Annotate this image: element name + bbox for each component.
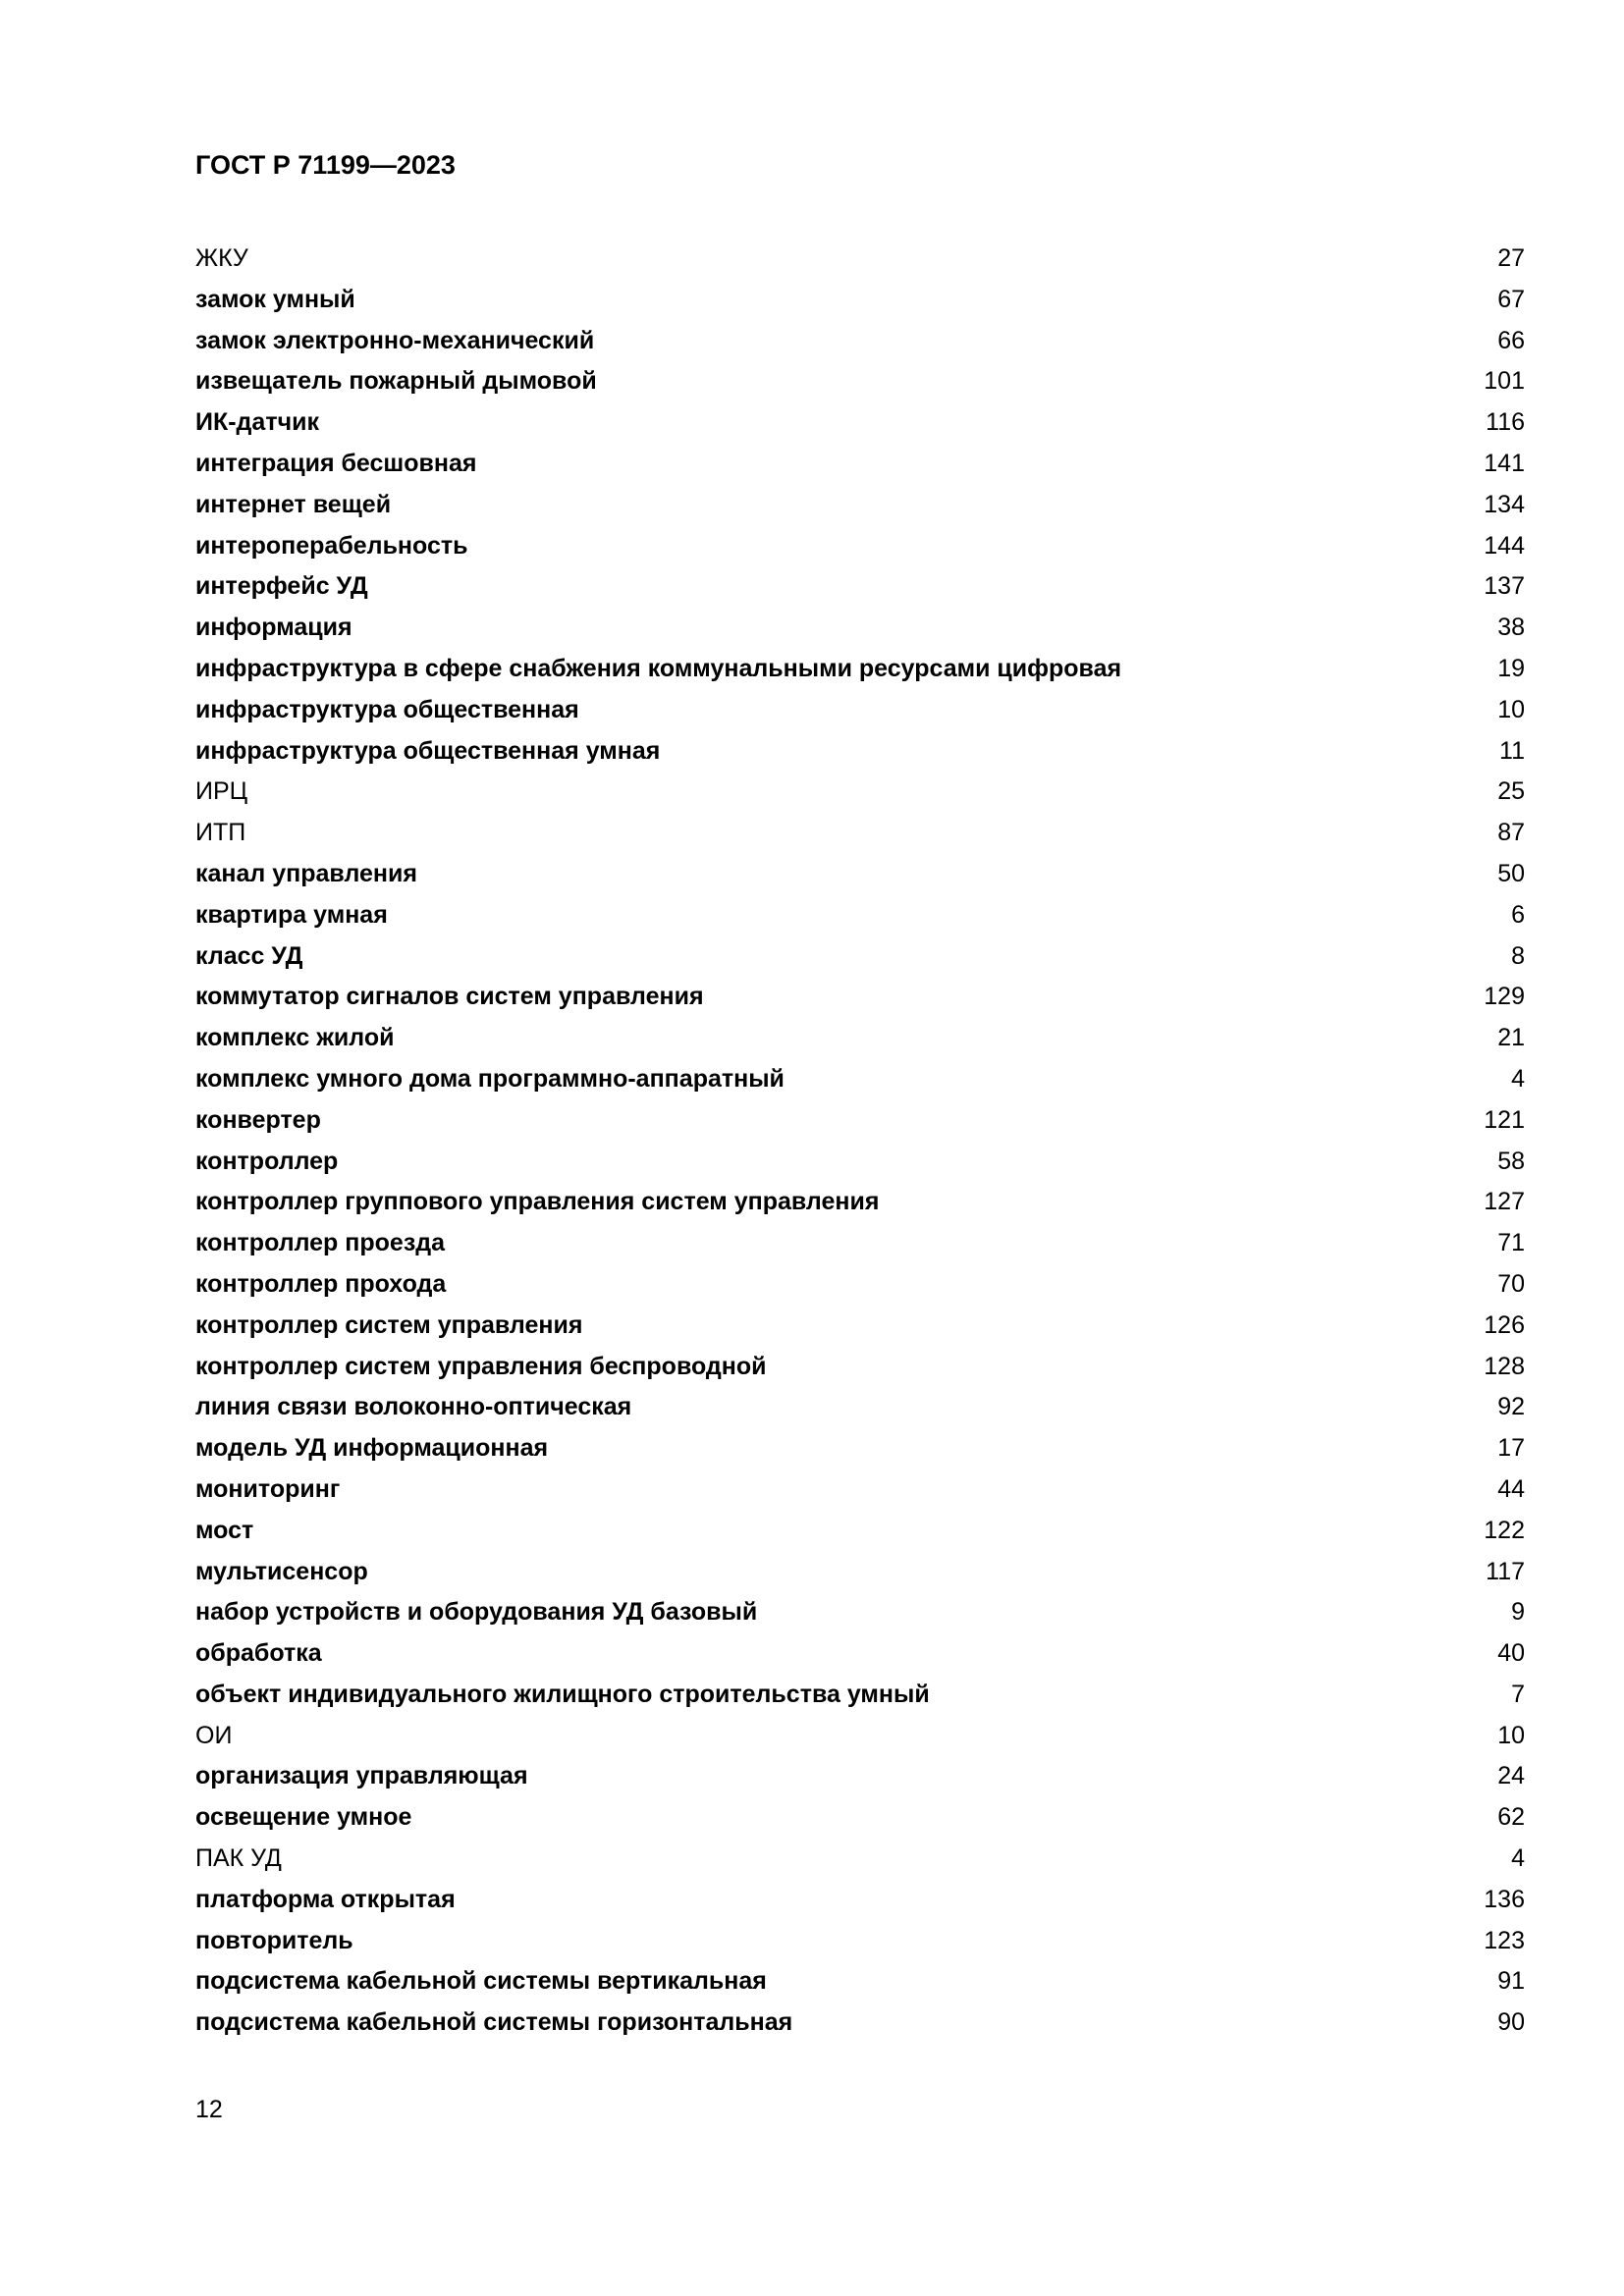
index-term: линия связи волоконно-оптическая	[195, 1393, 632, 1421]
index-term-number: 67	[1497, 285, 1525, 313]
index-term-number: 19	[1497, 654, 1525, 682]
index-term-number: 17	[1497, 1434, 1525, 1463]
index-term: ИК-датчик	[195, 408, 319, 437]
index-entry	[195, 1390, 1525, 1431]
index-entry	[195, 939, 1525, 981]
index-entry	[195, 1924, 1525, 1965]
index-entry	[195, 529, 1525, 570]
index-term-number: 71	[1497, 1229, 1525, 1257]
index-term-number: 50	[1497, 859, 1525, 887]
index-term: объект индивидуального жилищного строительства умный	[195, 1680, 930, 1708]
index-entry	[195, 1759, 1525, 1800]
index-entry	[195, 816, 1525, 857]
index-entry	[195, 857, 1525, 898]
index-term: комплекс умного дома программно-аппаратный	[195, 1064, 785, 1093]
index-term-number: 144	[1484, 531, 1525, 560]
index-entry	[195, 734, 1525, 775]
index-entry	[195, 405, 1525, 447]
index-term-number: 24	[1497, 1762, 1525, 1790]
index-entry	[195, 1226, 1525, 1267]
index-term-number: 25	[1497, 777, 1525, 806]
index-entry	[195, 364, 1525, 405]
index-term-number: 134	[1484, 490, 1525, 518]
index-term: организация управляющая	[195, 1762, 528, 1790]
index-entry	[195, 1636, 1525, 1678]
index-entry	[195, 1185, 1525, 1226]
index-term-number: 7	[1511, 1680, 1525, 1708]
index-term: замок умный	[195, 285, 355, 313]
index-term: модель УД информационная	[195, 1434, 549, 1463]
index-term: интероперабельность	[195, 531, 468, 560]
index-term-number: 116	[1486, 408, 1525, 437]
index-entry	[195, 1308, 1525, 1350]
index-term-number: 123	[1484, 1926, 1525, 1954]
index-term-number: 10	[1497, 1721, 1525, 1749]
index-entry	[195, 693, 1525, 734]
index-term: контроллер группового управления систем управления	[195, 1188, 880, 1216]
index-term-number: 27	[1497, 244, 1525, 272]
index-entry	[195, 1472, 1525, 1514]
index-entry	[195, 569, 1525, 611]
index-term-number: 44	[1497, 1474, 1525, 1503]
index-entry	[195, 1595, 1525, 1636]
index-term-number: 127	[1484, 1188, 1525, 1216]
index-term: инфраструктура в сфере снабжения коммунальными ресурсами цифровая	[195, 654, 1122, 682]
index-term: инфраструктура общественная умная	[195, 736, 661, 765]
index-term-number: 62	[1497, 1803, 1525, 1832]
index-entry	[195, 1514, 1525, 1555]
index-entry	[195, 774, 1525, 816]
index-term: подсистема кабельной системы горизонтальная	[195, 2008, 793, 2037]
index-term: ОИ	[195, 1721, 233, 1749]
index-term: канал управления	[195, 859, 417, 887]
index-term: коммутатор сигналов систем управления	[195, 983, 704, 1011]
index-entry	[195, 1021, 1525, 1062]
index-term-number: 122	[1484, 1516, 1525, 1544]
index-entry	[195, 1719, 1525, 1760]
index-term-number: 4	[1511, 1844, 1525, 1873]
index-entry	[195, 1431, 1525, 1472]
index-term-number: 4	[1511, 1064, 1525, 1093]
index-term-number: 117	[1486, 1557, 1525, 1585]
index-term: подсистема кабельной системы вертикальная	[195, 1967, 767, 1996]
index-term-number: 126	[1484, 1310, 1525, 1339]
index-term: мультисенсор	[195, 1557, 368, 1585]
index-term: повторитель	[195, 1926, 353, 1954]
index-entry	[195, 898, 1525, 939]
index-entry	[195, 1678, 1525, 1719]
index-term-number: 10	[1497, 695, 1525, 723]
index-term: набор устройств и оборудования УД базовый	[195, 1598, 758, 1627]
index-term: информация	[195, 614, 352, 642]
index-term: интернет вещей	[195, 490, 392, 518]
index-term: обработка	[195, 1639, 322, 1668]
index-term: конвертер	[195, 1105, 321, 1134]
index-entry	[195, 1842, 1525, 1883]
index-term-number: 128	[1484, 1352, 1525, 1380]
index-entry	[195, 283, 1525, 324]
index-entry	[195, 1267, 1525, 1308]
index-term: контроллер проезда	[195, 1229, 446, 1257]
index-term-number: 58	[1497, 1147, 1525, 1175]
index-term: ИТП	[195, 819, 246, 847]
index-term: мост	[195, 1516, 254, 1544]
index-term-number: 121	[1484, 1105, 1525, 1134]
index-term: класс УД	[195, 941, 303, 970]
index-term: мониторинг	[195, 1474, 341, 1503]
index-term-number: 70	[1497, 1269, 1525, 1298]
index-term: ИРЦ	[195, 777, 248, 806]
index-entry	[195, 1964, 1525, 2005]
index-term-number: 141	[1484, 449, 1525, 477]
index-term: интеграция бесшовная	[195, 449, 477, 477]
index-entry	[195, 980, 1525, 1021]
index-term-number: 90	[1497, 2008, 1525, 2037]
index-term-number: 66	[1497, 326, 1525, 354]
index-term: инфраструктура общественная	[195, 695, 579, 723]
index-term-number: 92	[1497, 1393, 1525, 1421]
index-term: интерфейс УД	[195, 572, 368, 601]
index-term-number: 21	[1497, 1024, 1525, 1052]
index-term: комплекс жилой	[195, 1024, 395, 1052]
index-term-number: 91	[1497, 1967, 1525, 1996]
index-term-number: 101	[1484, 367, 1525, 396]
index-term: платформа открытая	[195, 1885, 456, 1913]
index-term: контроллер прохода	[195, 1269, 447, 1298]
index-entry	[195, 447, 1525, 488]
index-entry	[195, 488, 1525, 529]
index-term-number: 8	[1511, 941, 1525, 970]
page-number: 12	[195, 2096, 223, 2123]
index-entry	[195, 1800, 1525, 1842]
index-term-number: 136	[1484, 1885, 1525, 1913]
index-term: замок электронно-механический	[195, 326, 595, 354]
index-term-number: 6	[1511, 900, 1525, 929]
index-entry	[195, 652, 1525, 693]
index-term: извещатель пожарный дымовой	[195, 367, 597, 396]
index-entry	[195, 1350, 1525, 1391]
index-entry	[195, 241, 1525, 283]
index-term: квартира умная	[195, 900, 388, 929]
index-entry	[195, 2005, 1525, 2047]
index-term-number: 87	[1497, 819, 1525, 847]
index-entry	[195, 324, 1525, 365]
index-term: контроллер систем управления беспроводной	[195, 1352, 767, 1380]
index-term: ПАК УД	[195, 1844, 282, 1873]
index-term-number: 9	[1511, 1598, 1525, 1627]
index-term: контроллер	[195, 1147, 339, 1175]
index-term-number: 38	[1497, 614, 1525, 642]
index-entry	[195, 611, 1525, 652]
index-term: освещение умное	[195, 1803, 412, 1832]
index-term: контроллер систем управления	[195, 1310, 583, 1339]
index-term-number: 40	[1497, 1639, 1525, 1668]
index-term-number: 129	[1484, 983, 1525, 1011]
document-code-header: ГОСТ Р 71199—2023	[195, 150, 456, 180]
index-entry	[195, 1555, 1525, 1596]
index-term-number: 11	[1499, 736, 1525, 765]
index-entry	[195, 1145, 1525, 1186]
index-entry	[195, 1062, 1525, 1103]
index-term: ЖКУ	[195, 244, 248, 272]
alphabetical-index	[195, 241, 1525, 2047]
index-term-number: 137	[1484, 572, 1525, 601]
index-entry	[195, 1883, 1525, 1924]
index-entry	[195, 1103, 1525, 1145]
